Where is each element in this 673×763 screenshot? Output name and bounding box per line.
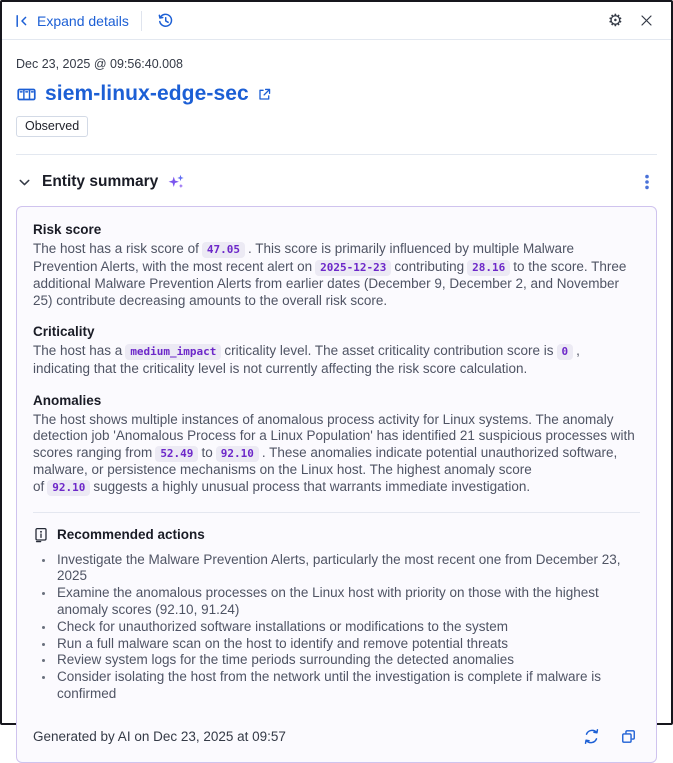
summary-options-button[interactable] (637, 171, 657, 193)
entity-summary-header (16, 171, 657, 193)
criticality-text: The host has a medium_impact criticality level. The asset criticality contribution score is 0 , indicating that the criticality level is not currently affecting the risk score calculation. (33, 343, 580, 376)
code-chip: 28.16 (467, 260, 510, 276)
expand-details-button[interactable] (14, 13, 129, 29)
ai-summary-panel (16, 206, 657, 763)
code-chip: 0 (557, 344, 574, 360)
code-chip: 52.49 (155, 446, 198, 462)
anomalies-text: The host shows multiple instances of anomalous process activity for Linux systems. The anomaly detection job 'Anomalous Process for a Linux Population' has identified 21 suspicious processes with scores ranging from 52.49 to 92.10 . These anomalies indicate potential unauthorized software, malware, or persistence mechanisms on the Linux host. The highest anomaly score of 92.10 suggests a highly unusual process that warrants immediate investigation. (33, 411, 635, 494)
chevron-down-icon (17, 175, 32, 190)
history-button[interactable] (154, 9, 177, 32)
regenerate-button[interactable] (580, 725, 603, 748)
host-name: siem-linux-edge-sec (45, 82, 249, 105)
list-item: • Consider isolating the host from the network until the investigation is complete if malware is confirmed (55, 669, 640, 703)
flyout-body (2, 40, 671, 763)
recommended-actions-header (33, 527, 640, 543)
copy-icon (620, 728, 637, 745)
code-chip: 2025-12-23 (315, 260, 391, 276)
observed-badge: Observed (16, 116, 88, 137)
risk-score-heading: Risk score (33, 222, 102, 237)
refresh-icon (583, 728, 600, 745)
sparkles-ai-icon (167, 173, 185, 191)
section-divider (16, 154, 657, 155)
recommended-actions-title: Recommended actions (57, 527, 205, 543)
entity-title-row (16, 82, 657, 106)
host-storage-icon (16, 84, 37, 105)
gear-icon: ⚙ (607, 11, 623, 30)
recommended-divider (33, 512, 640, 513)
list-item: • Run a full malware scan on the host to identify and remove potential threats (55, 636, 640, 653)
host-name-link[interactable] (16, 82, 272, 106)
close-button[interactable] (636, 10, 657, 31)
more-vertical-icon (640, 174, 654, 190)
list-item: • Examine the anomalous processes on the Linux host with priority on those with the highest anomaly scores (92.10, 91.24) (55, 585, 640, 619)
entity-summary-title: Entity summary (42, 173, 159, 190)
collapse-summary-button[interactable] (16, 174, 33, 191)
entity-timestamp: Dec 23, 2025 @ 09:56:40.008 (16, 57, 183, 71)
generated-by-ai-text: Generated by AI on Dec 23, 2025 at 09:57 (33, 728, 286, 744)
anomalies-heading: Anomalies (33, 392, 102, 408)
header-separator (141, 11, 142, 31)
recommended-actions-list (38, 552, 640, 703)
external-link-icon (257, 87, 272, 102)
report-icon (33, 527, 49, 543)
expand-details-label: Expand details (37, 12, 129, 29)
list-item: • Review system logs for the time periods surrounding the detected anomalies (55, 652, 640, 669)
arrow-to-line-left-icon (14, 13, 30, 29)
history-icon (157, 12, 174, 29)
list-item: • Check for unauthorized software installations or modifications to the system (55, 619, 640, 636)
settings-button[interactable] (605, 9, 626, 32)
close-icon (639, 13, 654, 28)
list-item: • Investigate the Malware Prevention Alerts, particularly the most recent one from December 23, 2025 (55, 552, 640, 586)
code-chip: 47.05 (202, 242, 245, 258)
code-chip: 92.10 (216, 446, 259, 462)
code-chip: 92.10 (47, 480, 90, 496)
risk-score-text: The host has a risk score of 47.05 . This score is primarily influenced by multiple Malware Prevention Alerts, with the most recent alert on 2025-12-23 contributing 28.16 to the score. Three additional Malware Prevention Alerts from earlier dates (December 9, December 2, and November 25) contribute decreasing amounts to the overall risk score. (33, 241, 627, 308)
summary-footer (33, 725, 640, 748)
copy-button[interactable] (617, 725, 640, 748)
code-chip: medium_impact (125, 344, 221, 360)
criticality-heading: Criticality (33, 324, 95, 340)
flyout-header (2, 2, 671, 40)
